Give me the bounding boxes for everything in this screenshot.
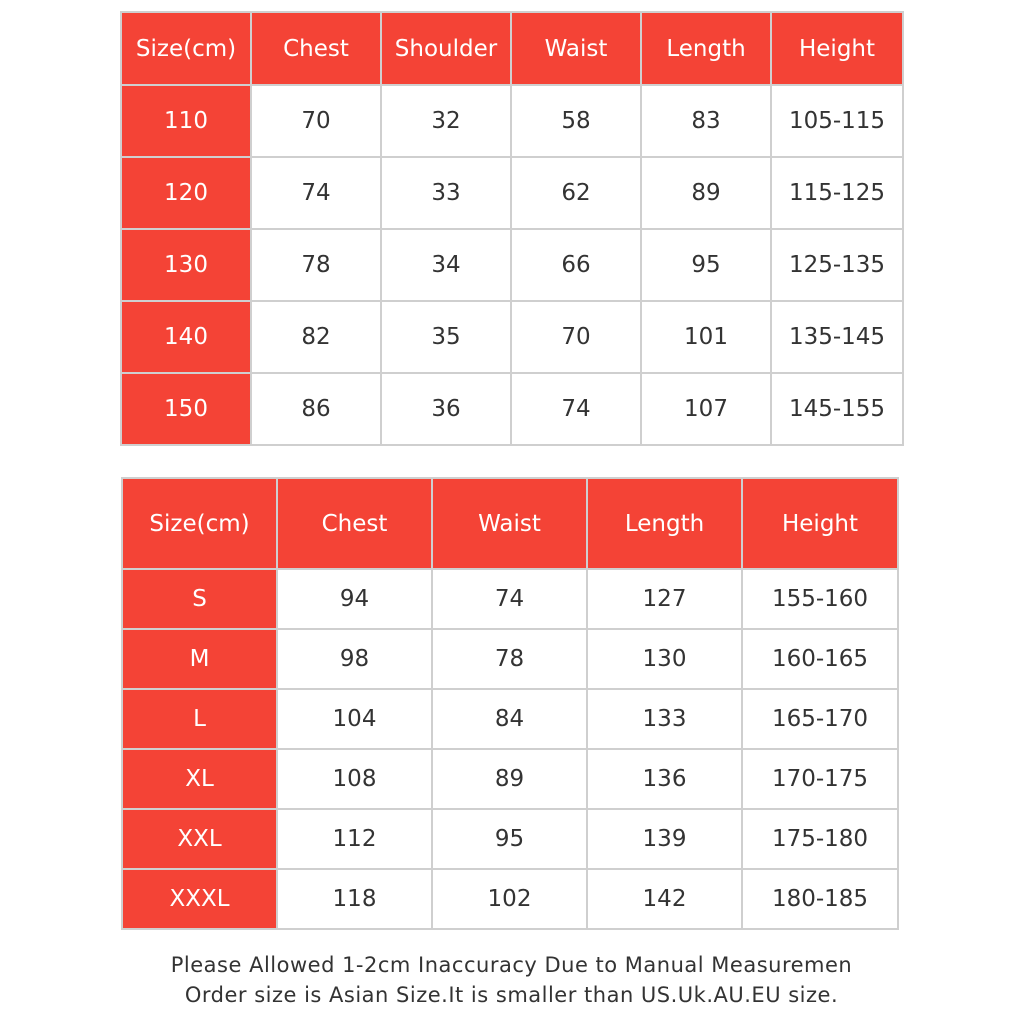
cell-height: 125-135 (771, 229, 903, 301)
cell-length: 83 (641, 85, 771, 157)
header-length: Length (641, 12, 771, 85)
adult-size-table (121, 477, 899, 930)
inaccuracy-note: Please Allowed 1-2cm Inaccuracy Due to Manual Measuremen (170, 953, 853, 977)
table-row (122, 569, 898, 629)
cell-chest: 70 (251, 85, 381, 157)
table-row (121, 85, 903, 157)
cell-waist: 89 (432, 749, 587, 809)
cell-length: 142 (587, 869, 742, 929)
header-height: Height (771, 12, 903, 85)
row-size-label: 130 (121, 229, 251, 301)
header-size: Size(cm) (122, 478, 277, 569)
table-header-row (121, 12, 903, 85)
table-row (122, 629, 898, 689)
row-size-label: S (122, 569, 277, 629)
cell-waist: 95 (432, 809, 587, 869)
header-height: Height (742, 478, 898, 569)
cell-height: 165-170 (742, 689, 898, 749)
header-length: Length (587, 478, 742, 569)
cell-waist: 78 (432, 629, 587, 689)
row-size-label: L (122, 689, 277, 749)
table-row (122, 689, 898, 749)
cell-length: 101 (641, 301, 771, 373)
row-size-label: 110 (121, 85, 251, 157)
table-row (121, 157, 903, 229)
cell-height: 135-145 (771, 301, 903, 373)
row-size-label: M (122, 629, 277, 689)
table-header-row (122, 478, 898, 569)
table-row (122, 869, 898, 929)
kids-size-table (120, 11, 904, 446)
cell-length: 107 (641, 373, 771, 445)
header-shoulder: Shoulder (381, 12, 511, 85)
cell-chest: 74 (251, 157, 381, 229)
row-size-label: XXL (122, 809, 277, 869)
cell-shoulder: 36 (381, 373, 511, 445)
table-row (121, 373, 903, 445)
table-row (121, 301, 903, 373)
table-row (122, 809, 898, 869)
row-size-label: XXXL (122, 869, 277, 929)
cell-waist: 102 (432, 869, 587, 929)
cell-length: 130 (587, 629, 742, 689)
cell-height: 115-125 (771, 157, 903, 229)
cell-length: 127 (587, 569, 742, 629)
row-size-label: 140 (121, 301, 251, 373)
cell-chest: 98 (277, 629, 432, 689)
cell-length: 139 (587, 809, 742, 869)
cell-chest: 104 (277, 689, 432, 749)
cell-height: 175-180 (742, 809, 898, 869)
row-size-label: 150 (121, 373, 251, 445)
cell-length: 89 (641, 157, 771, 229)
cell-chest: 94 (277, 569, 432, 629)
cell-shoulder: 33 (381, 157, 511, 229)
cell-length: 95 (641, 229, 771, 301)
cell-height: 145-155 (771, 373, 903, 445)
header-chest: Chest (251, 12, 381, 85)
header-chest: Chest (277, 478, 432, 569)
cell-length: 133 (587, 689, 742, 749)
cell-waist: 84 (432, 689, 587, 749)
cell-chest: 108 (277, 749, 432, 809)
cell-length: 136 (587, 749, 742, 809)
cell-height: 170-175 (742, 749, 898, 809)
cell-waist: 62 (511, 157, 641, 229)
row-size-label: XL (122, 749, 277, 809)
cell-shoulder: 32 (381, 85, 511, 157)
cell-height: 180-185 (742, 869, 898, 929)
cell-height: 105-115 (771, 85, 903, 157)
cell-chest: 82 (251, 301, 381, 373)
table-row (121, 229, 903, 301)
cell-waist: 70 (511, 301, 641, 373)
row-size-label: 120 (121, 157, 251, 229)
cell-height: 160-165 (742, 629, 898, 689)
table-row (122, 749, 898, 809)
cell-chest: 118 (277, 869, 432, 929)
cell-waist: 58 (511, 85, 641, 157)
cell-chest: 78 (251, 229, 381, 301)
cell-chest: 86 (251, 373, 381, 445)
header-waist: Waist (511, 12, 641, 85)
cell-shoulder: 34 (381, 229, 511, 301)
cell-chest: 112 (277, 809, 432, 869)
header-waist: Waist (432, 478, 587, 569)
cell-height: 155-160 (742, 569, 898, 629)
asian-size-note: Order size is Asian Size.It is smaller than US.Uk.AU.EU size. (184, 983, 839, 1007)
header-size: Size(cm) (121, 12, 251, 85)
cell-waist: 74 (432, 569, 587, 629)
cell-waist: 74 (511, 373, 641, 445)
cell-waist: 66 (511, 229, 641, 301)
cell-shoulder: 35 (381, 301, 511, 373)
